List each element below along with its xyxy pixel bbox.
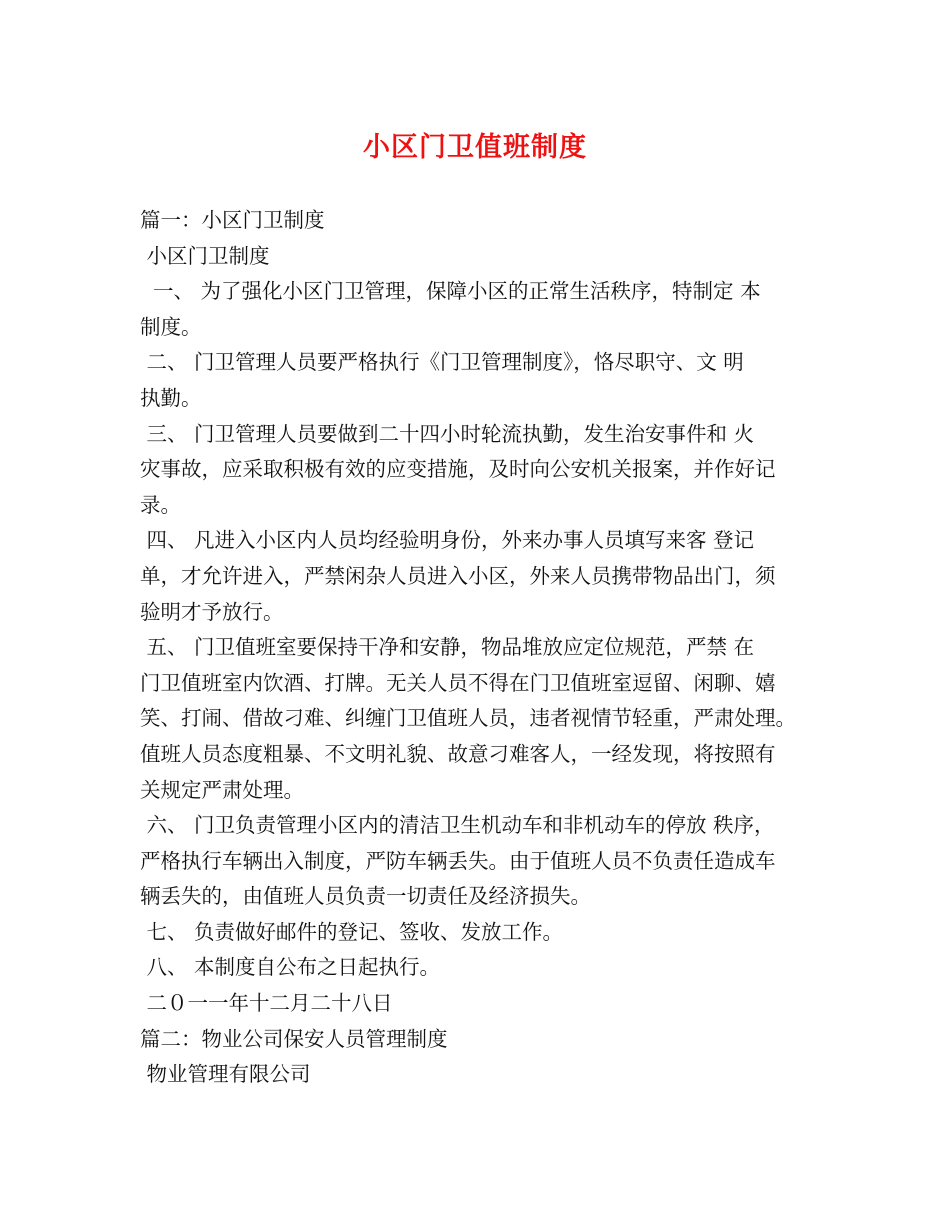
document-title: 小区门卫值班制度 [363,132,587,163]
text-line: 笑、打闹、借故刁难、纠缠门卫值班人员，违者视情节轻重，严肃处理。 [140,706,796,731]
text-line: 单，才允许进入，严禁闲杂人员进入小区，外来人员携带物品出门，须 [140,563,776,588]
text-line: 门卫值班室内饮酒、打牌。无关人员不得在门卫值班室逗留、闲聊、嬉 [140,670,776,695]
text-line: 执勤。 [140,385,202,410]
text-line: 严格执行车辆出入制度，严防车辆丢失。由于值班人员不负责任造成车 [140,848,776,873]
text-line: 二、 门卫管理人员要严格执行《门卫管理制度》，恪尽职守、文 明 [140,350,744,375]
text-line: 篇二：物业公司保安人员管理制度 [140,1026,448,1051]
text-line: 验明才予放行。 [140,599,284,624]
text-line: 小区门卫制度 [140,243,270,268]
text-line: 辆丢失的，由值班人员负责一切责任及经济损失。 [140,884,591,909]
text-line: 三、 门卫管理人员要做到二十四小时轮流执勤，发生治安事件和 火 [140,421,755,446]
text-line: 六、 门卫负责管理小区内的清洁卫生机动车和非机动车的停放 秩序， [140,813,775,838]
text-line: 二０一一年十二月二十八日 [140,991,393,1016]
text-line: 八、 本制度自公布之日起执行。 [140,955,441,980]
text-line: 物业管理有限公司 [140,1062,311,1087]
text-line: 关规定严肃处理。 [140,777,304,802]
text-line: 四、 凡进入小区内人员均经验明身份，外来办事人员填写来客 登记 [140,528,755,553]
text-line: 制度。 [140,314,202,339]
text-line: 一、 为了强化小区门卫管理，保障小区的正常生活秩序，特制定 本 [140,279,761,304]
text-line: 值班人员态度粗暴、不文明礼貌、故意刁难客人，一经发现，将按照有 [140,741,776,766]
text-line: 七、 负责做好邮件的登记、签收、发放工作。 [140,919,564,944]
text-line: 五、 门卫值班室要保持干净和安静，物品堆放应定位规范，严禁 在 [140,635,755,660]
text-line: 录。 [140,492,181,517]
text-line: 篇一：小区门卫制度 [140,208,325,232]
document-body [140,203,826,1093]
text-line: 灾事故，应采取积极有效的应变措施，及时向公安机关报案，并作好记 [140,457,776,482]
